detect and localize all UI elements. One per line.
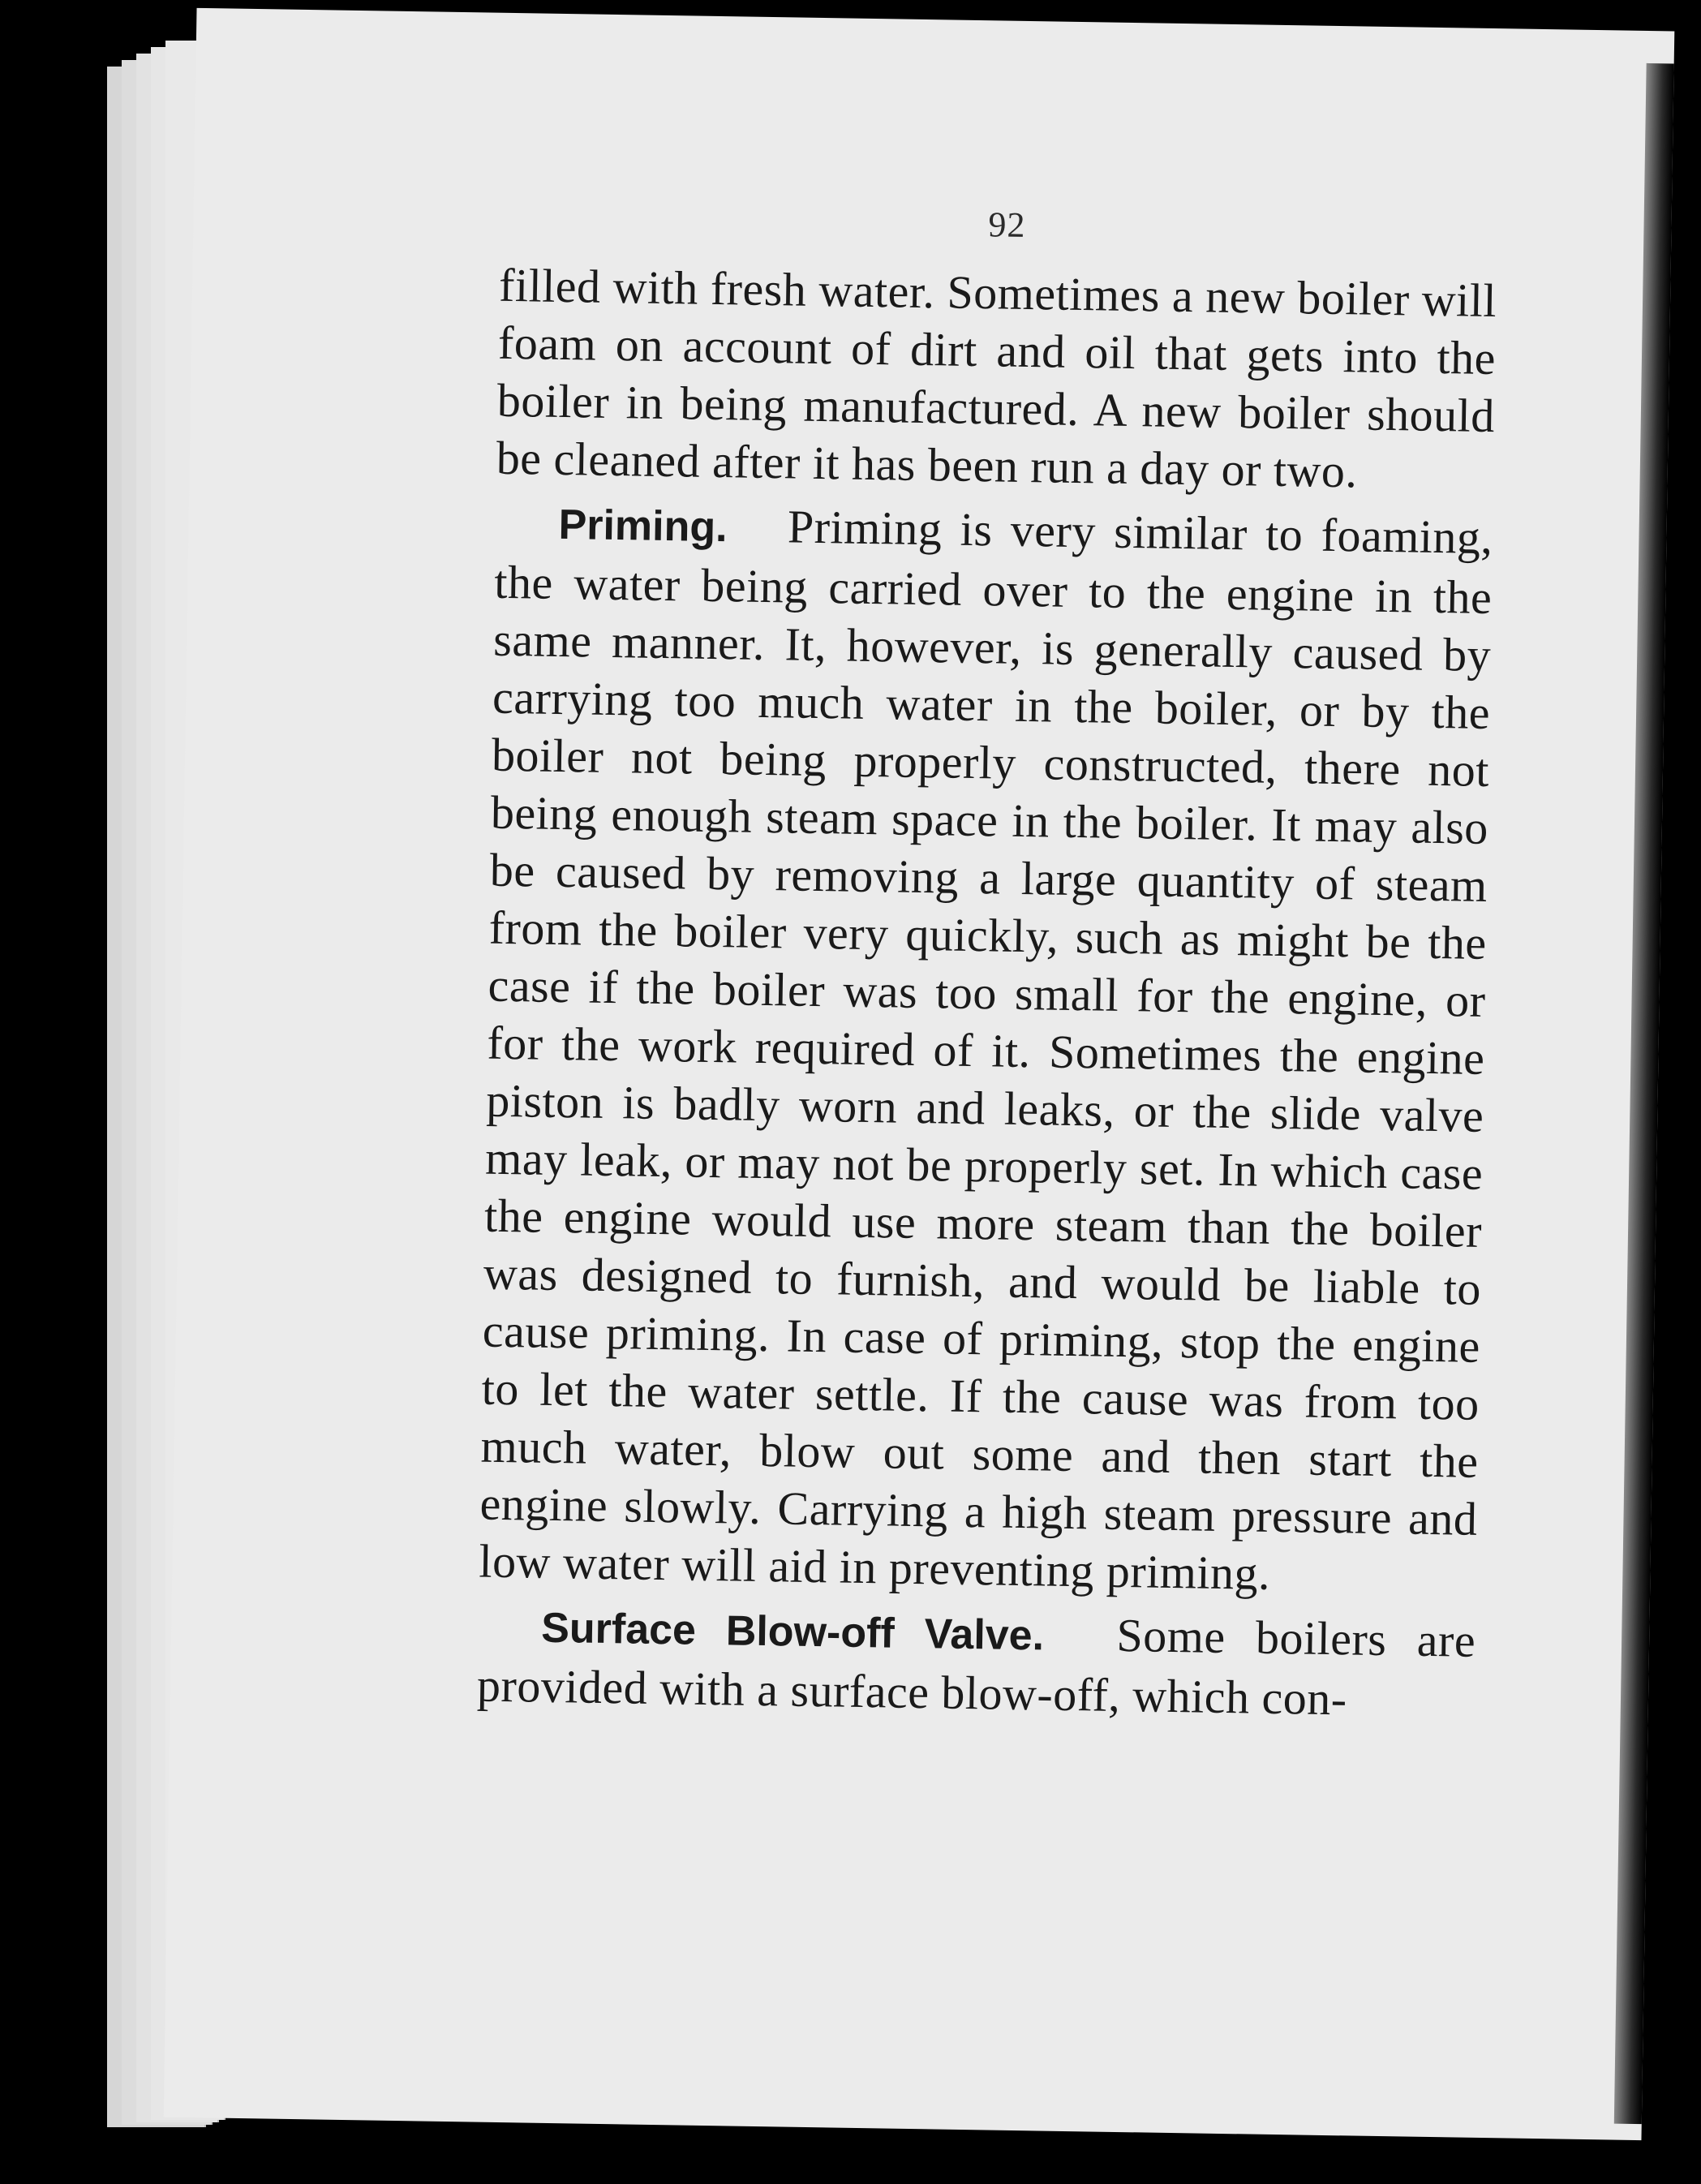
paragraph-text: Priming is very similar to foaming, the water being carried over to the engine in the same manner. It, however, is generally caused by carrying too much water in the boiler, or by the boiler not being properly constructed, there not being enough steam space in the boiler. It may also be caused by removing a large quantity of steam from the boiler very quickly, such as might be the case if the boiler was too small for the engine, or for the work required of it. Sometimes the engine piston is badly worn and leaks, or the slide valve may leak, or may not be properly set. In which case the engine would use more steam than the boiler was designed to furnish, and would be liable to cause priming. In case of priming, stop the engine to let the water settle. If the cause was from too much water, blow out some and then start the engine slowly. Carrying a high steam pressure and low water will aid in preventing priming. bbox=[478, 500, 1493, 1600]
page-body bbox=[476, 256, 1497, 1736]
page-number: 92 bbox=[988, 204, 1026, 245]
paragraph bbox=[496, 256, 1497, 502]
spine-shadow bbox=[1614, 63, 1674, 2124]
paragraph bbox=[477, 1597, 1476, 1730]
section-heading: Surface Blow-off Valve. bbox=[540, 1604, 1087, 1661]
paragraph-text: Some boilers are provided with a surface blow-off, which con- bbox=[476, 1608, 1476, 1726]
paragraph bbox=[479, 493, 1493, 1606]
book-page bbox=[164, 8, 1675, 2140]
paragraph-text: filled with fresh water. Sometimes a new boiler will foam on account of dirt and oil that gets into the boiler in being manufactured. A new boiler should be cleaned after it has been run a day or two. bbox=[496, 258, 1497, 498]
section-heading: Priming. bbox=[558, 501, 771, 552]
